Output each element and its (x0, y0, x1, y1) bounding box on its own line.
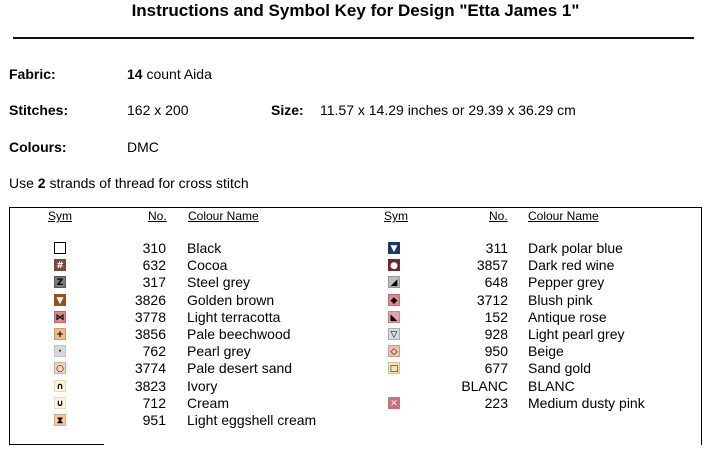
usage-before: Use (9, 175, 38, 191)
key-row (0, 378, 711, 395)
thread-number: 950 (484, 343, 508, 359)
z-icon: Z (54, 276, 66, 288)
colour-name: Light eggshell cream (187, 412, 317, 428)
thread-number: 310 (142, 240, 166, 256)
thread-number: 3774 (134, 360, 166, 376)
thread-number: 317 (142, 274, 166, 290)
circle-icon: ● (388, 259, 400, 271)
bowtie-icon: ⋈ (55, 313, 65, 323)
colour-name: BLANC (528, 378, 575, 394)
page-title: Instructions and Symbol Key for Design "Etta James 1" (131, 1, 580, 20)
shield-icon: ▼ (388, 242, 400, 254)
thread-number: 223 (484, 395, 508, 411)
thread-number: 677 (484, 360, 508, 376)
key-row (0, 240, 711, 257)
colour-name: Pale beechwood (187, 326, 291, 342)
colour-name: Beige (528, 343, 564, 359)
thread-number: 3856 (134, 326, 166, 342)
usage-instruction (9, 175, 249, 191)
key-row (0, 360, 711, 377)
colour-name: Dark polar blue (528, 240, 623, 256)
colour-name: Pepper grey (528, 274, 605, 290)
thread-number: 632 (142, 257, 166, 273)
fabric-label: Fabric: (9, 66, 56, 82)
key-row (0, 395, 711, 412)
key-row (0, 292, 711, 309)
fabric-value (127, 66, 212, 82)
arch-icon: ∩ (54, 380, 66, 392)
key-row (0, 309, 711, 326)
key-row (0, 326, 711, 343)
thread-number: 3712 (476, 292, 508, 308)
header-sym-left: Sym (48, 209, 72, 223)
thread-number: 951 (142, 412, 166, 428)
thread-number: 3857 (476, 257, 508, 273)
thread-number: 648 (484, 274, 508, 290)
key-row (0, 412, 711, 429)
colour-name: Light pearl grey (528, 326, 625, 342)
header-name-right: Colour Name (528, 209, 599, 223)
ring-icon: ○ (54, 362, 66, 374)
diamond-outline-icon: ◇ (388, 345, 400, 357)
thread-number: 3826 (134, 292, 166, 308)
fabric-type: count Aida (142, 66, 212, 82)
key-row (0, 274, 711, 291)
colour-name: Cocoa (187, 257, 228, 273)
colour-name: Sand gold (528, 360, 592, 376)
header-no-left: No. (148, 209, 167, 223)
dot-icon: · (54, 345, 66, 357)
colour-name: Dark red wine (528, 257, 615, 273)
size-label: Size: (271, 102, 304, 118)
plus-icon: + (54, 328, 66, 340)
colour-name: Cream (187, 395, 230, 411)
thread-number: 311 (485, 240, 508, 256)
usage-after: strands of thread for cross stitch (45, 175, 249, 191)
size-value: 11.57 x 14.29 inches or 29.39 x 36.29 cm (320, 102, 576, 118)
colour-name: Pearl grey (187, 343, 251, 359)
colour-name: Pale desert sand (187, 360, 293, 376)
thread-number: 152 (484, 309, 508, 325)
colour-name: Steel grey (187, 274, 251, 290)
triangle-outline-icon: ▽ (388, 328, 400, 340)
thread-number: 3823 (134, 378, 166, 394)
colour-name: Blush pink (528, 292, 593, 308)
stitches-label: Stitches: (9, 102, 69, 118)
key-row (0, 257, 711, 274)
header-no-right: No. (489, 209, 508, 223)
corner-triangle-icon: ◣ (388, 311, 400, 323)
thread-number: 928 (484, 326, 508, 342)
colour-name: Antique rose (528, 309, 607, 325)
half-triangle-icon: ◢ (388, 276, 400, 288)
header-sym-right: Sym (384, 209, 408, 223)
colour-name: Ivory (187, 378, 218, 394)
colour-name: Black (187, 240, 222, 256)
strand-count: 2 (37, 175, 46, 191)
key-row (0, 343, 711, 360)
thread-number: 762 (142, 343, 166, 359)
thread-number: 712 (142, 395, 166, 411)
colour-name: Medium dusty pink (528, 395, 645, 411)
colours-label: Colours: (9, 139, 67, 155)
title-rule (13, 37, 694, 39)
stitches-value: 162 x 200 (127, 102, 189, 118)
cross-icon: ✕ (388, 397, 400, 409)
colour-name: Light terracotta (187, 309, 281, 325)
thread-number: 3778 (134, 309, 166, 325)
header-name-left: Colour Name (188, 209, 259, 223)
thread-number: BLANC (461, 378, 508, 394)
inner-square-icon: □ (389, 364, 399, 374)
diamond-icon: ◆ (388, 294, 400, 306)
triangle-down-icon: ▼ (54, 294, 66, 306)
hourglass-icon: ⧗ (54, 414, 66, 426)
colours-value: DMC (127, 139, 159, 155)
colour-name: Golden brown (187, 292, 275, 308)
cup-icon: ∪ (54, 397, 66, 409)
hash-icon: # (54, 259, 66, 271)
symbol-key-bottom-rule (9, 444, 104, 445)
fabric-count: 14 (127, 66, 143, 82)
